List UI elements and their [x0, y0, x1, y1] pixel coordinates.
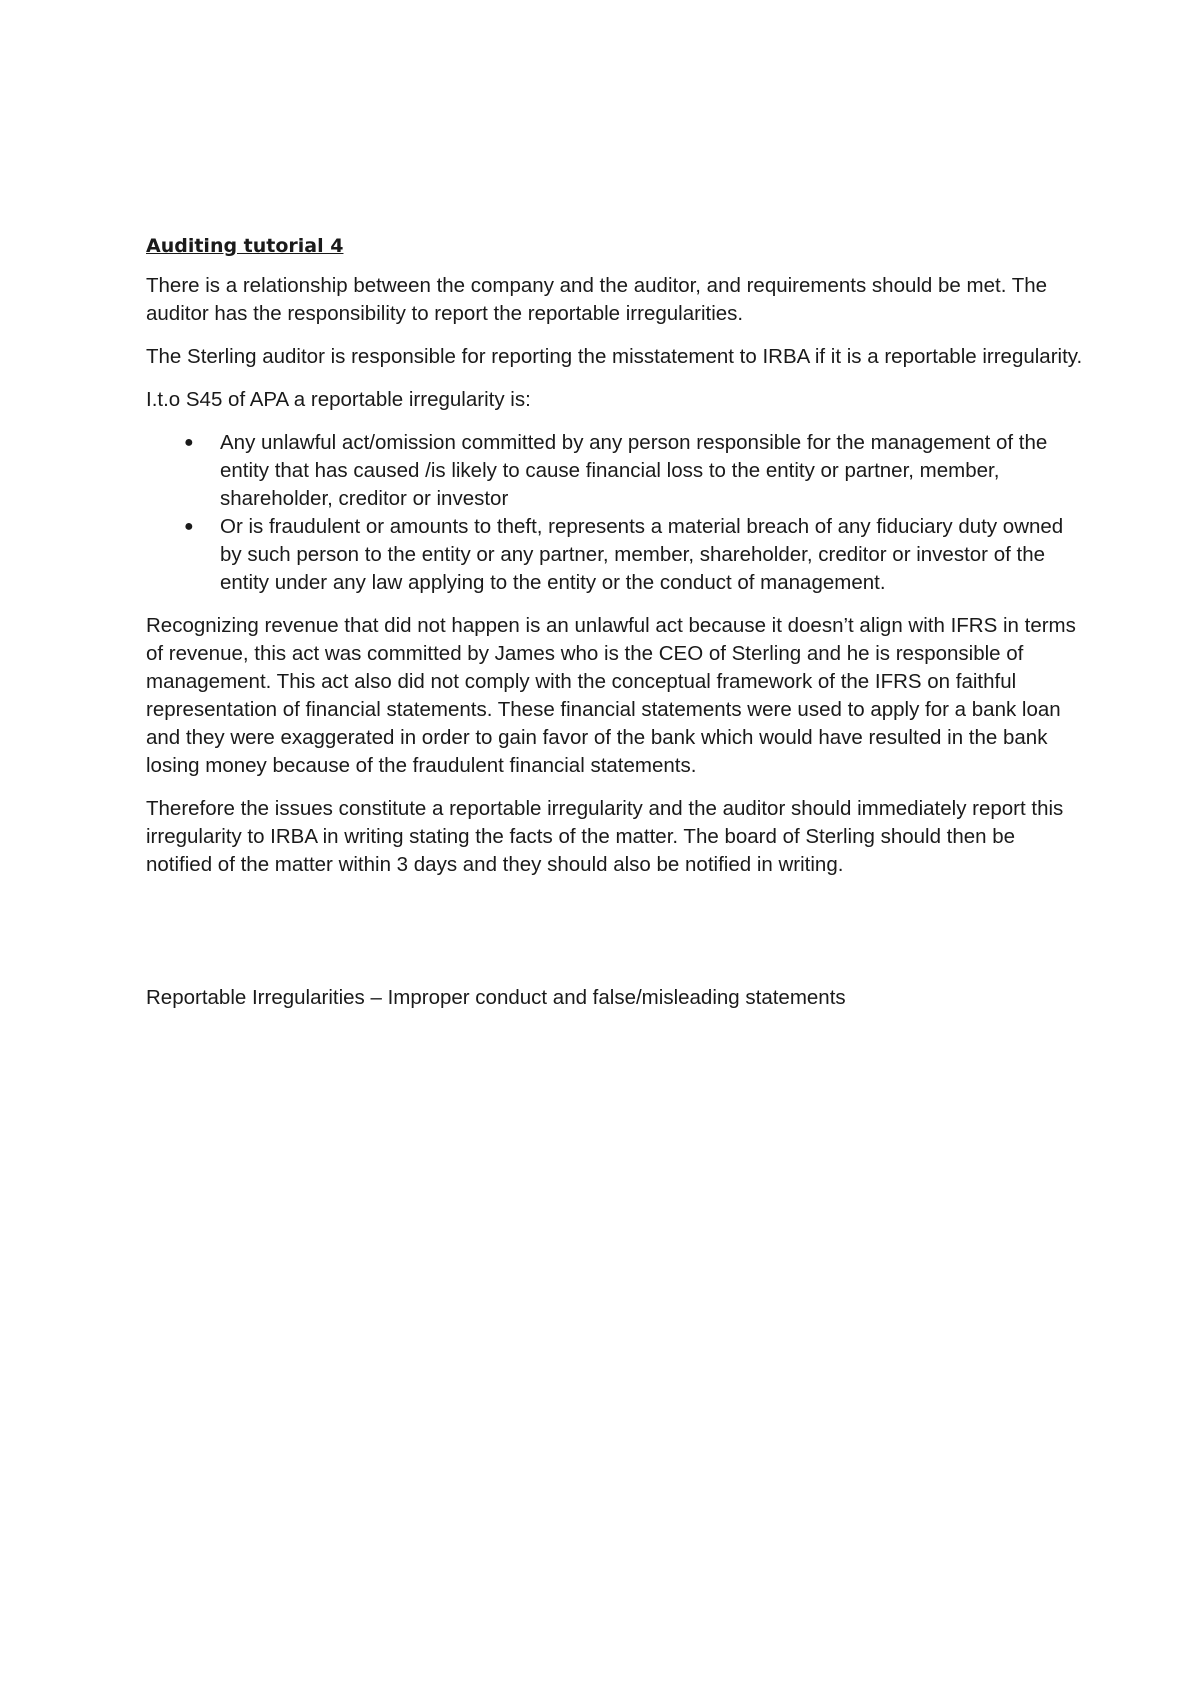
bullet-dot-icon: ●	[184, 518, 194, 535]
paragraph-recognizing-revenue: Recognizing revenue that did not happen is an unlawful act because it doesn’t align with IFRS in terms of revenue, this act was committed by James who is the CEO of Sterling and he is responsible of management. This act also did not comply with the conceptual framework of the IFRS on faithful representation of financial statements. These financial statements were used to apply for a bank loan and they were exaggerated in order to gain favor of the bank which would have resulted in the bank losing money because of the fraudulent financial statements.	[146, 614, 1076, 777]
paragraph-conclusion: Therefore the issues constitute a reportable irregularity and the auditor should immediately report this irregularity to IRBA in writing stating the facts of the matter. The board of Sterling should then be notified of the matter within 3 days and they should also be notified in writing.	[146, 797, 1064, 876]
document-body	[146, 232, 1086, 1027]
footer-line: Reportable Irregularities – Improper conduct and false/misleading statements	[146, 986, 846, 1009]
bullet-text: Or is fraudulent or amounts to theft, represents a material breach of any fiduciary duty owned by such person to the entity or any partner, member, shareholder, creditor or investor of the entity under any law applying to the entity or the conduct of management.	[220, 515, 1064, 594]
blank-space	[146, 894, 1086, 984]
paragraph-relationship: There is a relationship between the company and the auditor, and requirements should be met. The auditor has the responsibility to report the reportable irregularities.	[146, 274, 1048, 325]
bullet-dot-icon: ●	[184, 434, 194, 451]
bullet-text: Any unlawful act/omission committed by any person responsible for the management of the entity that has caused /is likely to cause financial loss to the entity or partner, member, shareholder, creditor or investor	[220, 431, 1048, 510]
paragraph-definition-intro: I.t.o S45 of APA a reportable irregularity is:	[146, 388, 531, 411]
bullet-item-unlawful-act	[146, 429, 1086, 513]
paragraph-sterling-auditor: The Sterling auditor is responsible for reporting the misstatement to IRBA if it is a reportable irregularity.	[146, 345, 1083, 368]
document-title: Auditing tutorial 4	[146, 235, 344, 257]
definition-bullet-list	[146, 429, 1086, 597]
bullet-item-fraudulent	[146, 513, 1086, 597]
